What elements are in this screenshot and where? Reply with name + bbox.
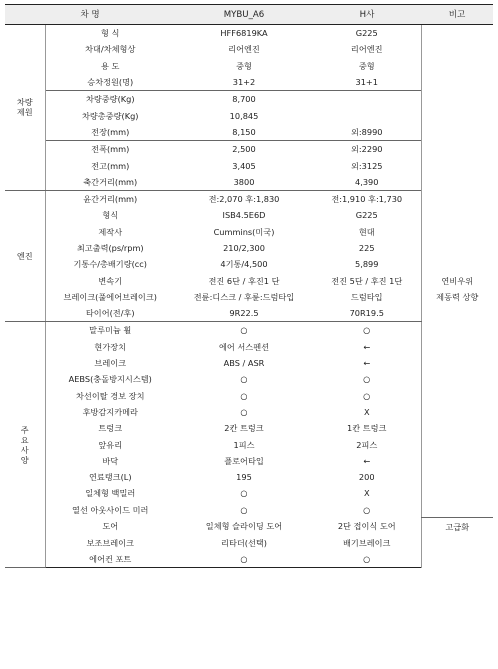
model-b-value: 200 — [358, 472, 375, 483]
model-b-value: ○ — [313, 551, 421, 568]
spec-row — [5, 58, 493, 74]
model-b-value: 외:8990 — [313, 124, 421, 141]
group-main-features: 주 요 사 양 — [5, 322, 45, 568]
model-b-value: ○ — [363, 504, 371, 515]
spec-label: 차대/차체형상 — [85, 44, 136, 55]
note-cell: 고급화 — [421, 518, 493, 535]
spec-row — [5, 157, 493, 173]
spec-label: 브레이크(풀에어브레이크) — [63, 291, 157, 302]
spec-row — [5, 289, 493, 305]
spec-row — [5, 224, 493, 240]
model-a-value: 중형 — [236, 60, 252, 71]
spec-label: 형 식 — [101, 28, 120, 39]
spec-label: 에어컨 포트 — [45, 551, 175, 568]
spec-table — [5, 4, 493, 568]
header-note: 비고 — [421, 5, 493, 25]
spec-row — [5, 469, 493, 485]
spec-label: 전장(mm) — [45, 124, 175, 141]
model-a-value: 1피스 — [233, 439, 255, 450]
spec-label: 후방감지카메라 — [82, 406, 138, 417]
spec-row — [5, 190, 493, 207]
model-b-value: 70R19.5 — [313, 305, 421, 322]
spec-row — [5, 436, 493, 452]
spec-label: AEBS(충돌방지시스템) — [68, 374, 152, 385]
spec-row — [5, 124, 493, 141]
spec-label: 앞유리 — [98, 439, 123, 450]
spec-label: 축간거리(mm) — [45, 174, 175, 191]
model-a-value: 리어엔진 — [228, 44, 260, 55]
model-b-value: G225 — [355, 28, 378, 39]
note-cell: 연비우위 — [421, 272, 493, 288]
model-a-value: 2칸 트렁크 — [224, 423, 264, 434]
model-b-value: 리어엔진 — [350, 44, 383, 55]
model-a-value: 전륜:디스크 / 후륜:드럼타입 — [193, 291, 295, 302]
spec-row — [5, 420, 493, 436]
model-b-value: ○ — [363, 325, 371, 336]
model-a-value: 8,700 — [232, 94, 256, 105]
spec-row — [5, 518, 493, 535]
spec-row — [5, 41, 493, 57]
spec-label: 전고(mm) — [91, 160, 130, 171]
spec-label: 브레이크 — [94, 358, 127, 369]
note-cell — [421, 305, 493, 518]
spec-label: 윤간거리(mm) — [83, 194, 138, 205]
note-cell — [421, 535, 493, 568]
model-a-value: ISB4.5E6D — [222, 210, 266, 221]
model-b-value: 배기브레이크 — [343, 537, 391, 548]
model-a-value: 8,150 — [175, 124, 313, 141]
model-b-value: 외:3125 — [350, 160, 383, 171]
model-a-value: 195 — [236, 472, 252, 483]
model-b-value: 드럼타입 — [350, 291, 383, 302]
model-a-value: ○ — [240, 488, 248, 499]
spec-label: 기통수/총배기량(cc) — [73, 259, 147, 270]
spec-label: 열선 아웃사이드 미러 — [72, 504, 149, 515]
model-a-value: 2,500 — [232, 144, 256, 155]
model-b-value: 1칸 트렁크 — [347, 423, 387, 434]
model-b-value: G225 — [355, 210, 378, 221]
model-b-value: ○ — [363, 390, 371, 401]
spec-label: 현가장치 — [94, 341, 127, 352]
model-a-value: 10,845 — [229, 110, 259, 121]
model-b-value: ← — [363, 455, 371, 466]
model-a-value: 31+2 — [175, 74, 313, 91]
model-b-value — [313, 91, 421, 108]
spec-row — [5, 91, 493, 108]
model-a-value: ○ — [240, 390, 248, 401]
spec-label: 일체형 백밀러 — [85, 488, 136, 499]
model-a-value: HFF6819KA — [220, 28, 268, 39]
spec-label: 바닥 — [102, 455, 119, 466]
spec-row — [5, 355, 493, 371]
spec-label: 차량총중량(Kg) — [81, 110, 139, 121]
model-b-value: 2단 접이식 도어 — [337, 521, 396, 532]
spec-label: 용 도 — [101, 60, 120, 71]
model-b-value: 5,899 — [355, 259, 379, 270]
model-b-value — [313, 107, 421, 123]
model-b-value: ○ — [363, 374, 371, 385]
spec-label: 타이어(전/후) — [45, 305, 175, 322]
model-a-value: ○ — [240, 325, 248, 336]
spec-row — [5, 339, 493, 355]
spec-label: 차선이탈 경보 장치 — [76, 390, 145, 401]
spec-label: 말루미늄 휠 — [89, 325, 132, 336]
spec-row — [5, 141, 493, 158]
model-b-value: 현대 — [358, 226, 375, 237]
header-model-b: H사 — [313, 5, 421, 25]
spec-row — [5, 305, 493, 322]
note-cell — [421, 25, 493, 273]
spec-row — [5, 502, 493, 518]
model-a-value: 리타더(선택) — [221, 537, 267, 548]
spec-label: 보조브레이크 — [86, 537, 134, 548]
spec-row — [5, 322, 493, 339]
model-a-value: 4기통/4,500 — [220, 259, 268, 270]
spec-row — [5, 388, 493, 404]
model-a-value: 전진 6단 / 후진1 단 — [208, 275, 280, 286]
spec-row — [5, 174, 493, 191]
spec-row — [5, 551, 493, 568]
model-b-value: 2피스 — [356, 439, 378, 450]
spec-row — [5, 272, 493, 288]
group-engine: 엔진 — [5, 190, 45, 321]
model-b-value: 전:1,910 후:1,730 — [331, 194, 403, 205]
group-vehicle-specs: 차량 제원 — [5, 25, 45, 191]
model-b-value: X — [363, 488, 370, 499]
spec-row — [5, 371, 493, 387]
spec-label: 트렁크 — [98, 423, 123, 434]
spec-label: 전폭(mm) — [91, 144, 130, 155]
note-cell: 제동력 상향 — [421, 289, 493, 305]
model-a-value: 9R22.5 — [175, 305, 313, 322]
spec-row — [5, 207, 493, 223]
model-a-value: ○ — [175, 551, 313, 568]
model-a-value: ○ — [240, 374, 248, 385]
spec-body — [5, 25, 493, 568]
header-model-a: MYBU_A6 — [175, 5, 313, 25]
spec-label: 최고출력(ps/rpm) — [76, 243, 144, 253]
model-b-value: 중형 — [358, 60, 375, 71]
spec-row — [5, 535, 493, 551]
model-a-value: 에어 서스펜션 — [218, 341, 270, 352]
spec-row — [5, 107, 493, 123]
spec-label: 연료탱크(L) — [88, 472, 132, 483]
model-a-value: 3,405 — [232, 160, 256, 171]
model-a-value: Cummins(미국) — [213, 226, 275, 237]
model-b-value: X — [363, 406, 370, 417]
model-b-value: ← — [363, 358, 371, 369]
model-b-value: 31+1 — [313, 74, 421, 91]
spec-row — [5, 240, 493, 256]
model-b-value: ← — [363, 341, 371, 352]
spec-label: 제작사 — [98, 226, 123, 237]
model-a-value: 플로어타입 — [224, 455, 264, 466]
spec-label: 변속기 — [98, 275, 123, 286]
model-a-value: ABS / ASR — [223, 358, 265, 369]
spec-label: 도어 — [102, 521, 119, 532]
model-b-value: 전진 5단 / 후진 1단 — [331, 275, 403, 286]
model-a-value: 일체형 슬라이딩 도어 — [205, 521, 283, 532]
spec-row — [5, 25, 493, 42]
spec-row — [5, 485, 493, 501]
model-b-value: 4,390 — [313, 174, 421, 191]
model-a-value: 210/2,300 — [223, 243, 265, 253]
model-a-value: 3800 — [175, 174, 313, 191]
model-a-value: ○ — [240, 406, 248, 417]
model-b-value: 외:2290 — [350, 144, 383, 155]
model-a-value: 전:2,070 후:1,830 — [208, 194, 280, 205]
model-b-value: 225 — [358, 243, 375, 253]
spec-row — [5, 453, 493, 469]
spec-row — [5, 74, 493, 91]
spec-comparison-sheet — [5, 4, 493, 667]
spec-label: 형식 — [102, 210, 119, 221]
spec-row — [5, 404, 493, 420]
spec-label: 차량중량(Kg) — [85, 94, 135, 105]
spec-row — [5, 256, 493, 272]
spec-label: 승차정원(명) — [45, 74, 175, 91]
header-vehicle-name: 차 명 — [5, 5, 175, 25]
model-a-value: ○ — [240, 504, 248, 515]
header-row — [5, 5, 493, 25]
